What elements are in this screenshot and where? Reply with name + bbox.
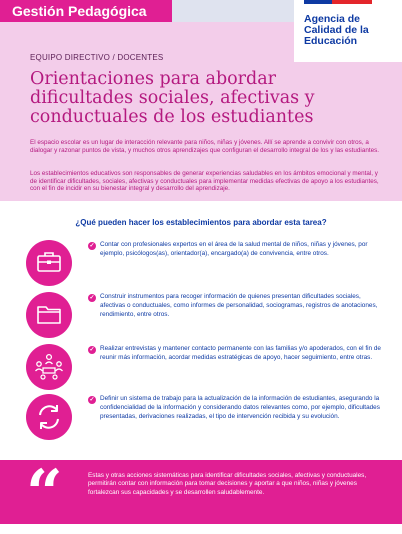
list-item bbox=[0, 394, 402, 450]
check-icon: ✓ bbox=[89, 347, 95, 353]
logo-text bbox=[304, 14, 398, 47]
list-item bbox=[0, 240, 402, 296]
audience-kicker: EQUIPO DIRECTIVO / DOCENTES bbox=[30, 53, 164, 62]
logo-stripe-red bbox=[332, 0, 372, 4]
list-item bbox=[0, 292, 402, 348]
brand-tab: Gestión Pedagógica bbox=[0, 0, 172, 22]
intro-paragraph-2: Los establecimientos educativos son responsables de generar experiencias saludables en los ámbitos emocional y mental, y de identificar dificultades, sociales, afectivas y conductuales para implementar medidas efectivas de apoyo a los estudiantes, con el fin de incidir en su bienestar integral y desarrollo del aprendizaje. bbox=[30, 170, 379, 193]
logo-line-2: Calidad de la bbox=[304, 24, 369, 36]
footer-text: Estas y otras acciones sistemáticas para identificar dificultades sociales, afectivas y conductuales, permitirán contar con información para tomar decisiones y aportar a que niños, niñas y jóvenes fortalezcan sus capacidades y se desarrollen saludablemente. bbox=[88, 472, 367, 496]
logo-stripe-blue bbox=[304, 0, 332, 4]
item-text: Contar con profesionales expertos en el área de la salud mental de niños, niñas y jóvenes, por ejemplo, psicólogos(as), orientador(a), encargado(a) de convivencia, entre otros. bbox=[100, 241, 368, 258]
list-item bbox=[0, 344, 402, 400]
group-meeting-icon bbox=[26, 344, 72, 390]
check-icon: ✓ bbox=[89, 397, 95, 403]
intro-paragraph-1: El espacio escolar es un lugar de interacción relevante para niños, niñas y jóvenes. Allí se aprende a convivir con otros, a dialogar y razonar puntos de vista, y muchos otros aprendizajes que configuran el desarrollo integral de los y las estudiantes. bbox=[30, 139, 379, 154]
header-section bbox=[0, 0, 402, 201]
agency-logo bbox=[294, 0, 402, 62]
folder-icon bbox=[26, 292, 72, 338]
refresh-icon bbox=[26, 394, 72, 440]
logo-line-3: Educación bbox=[304, 35, 358, 47]
footer-callout bbox=[0, 456, 402, 531]
briefcase-icon bbox=[26, 240, 72, 286]
section-question: ¿Qué pueden hacer los establecimientos para abordar esta tarea? bbox=[75, 218, 327, 227]
item-text: Construir instrumentos para recoger información de quienes presentan dificultades sociales, afectivas o conductuales, como informes de personalidad, sociogramas, registros de anotaciones, rendimiento, entre otros. bbox=[100, 293, 378, 319]
item-text: Realizar entrevistas y mantener contacto permanente con las familias y/o apoderados, con el fin de reunir más información, acordar medidas estratégicas de apoyo, hacer seguimiento, entre otras. bbox=[100, 345, 381, 362]
quote-icon: “ bbox=[26, 456, 63, 531]
logo-line-1: Agencia de bbox=[304, 13, 361, 25]
item-text: Definir un sistema de trabajo para la actualización de la información de estudiantes, asegurando la confidencialidad de la información y considerando datos relevantes como, por ejemplo, dificultades presentadas, derivaciones realizadas, el tipo de intervención recibida y su evolución. bbox=[100, 395, 380, 421]
check-icon: ✓ bbox=[89, 295, 95, 301]
check-icon: ✓ bbox=[89, 243, 95, 249]
page-title: Orientaciones para abordar dificultades sociales, afectivas y conductuales de los estudiantes bbox=[30, 69, 315, 127]
